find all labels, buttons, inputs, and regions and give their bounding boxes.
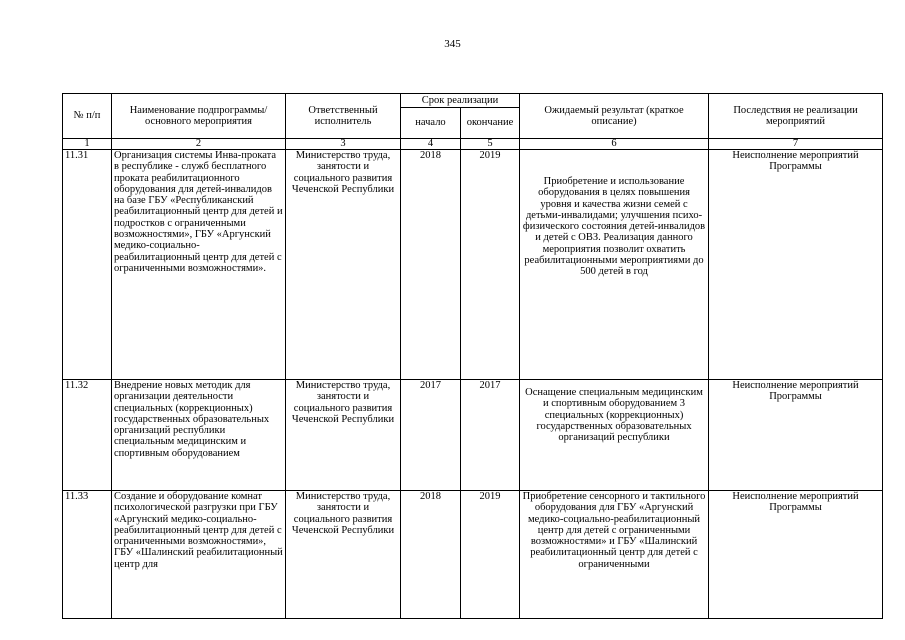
end-year: 2019 (461, 491, 520, 619)
column-number-row (63, 139, 883, 150)
expected-result: Приобретение сенсорного и тактильного оборудования для ГБУ «Аргунский медико-социально-реабилитационный центр для детей с ограниченными возможностями» и ГБУ «Шалинский реабилитационный центр для детей с ограниченными (520, 491, 709, 619)
header-row (63, 94, 883, 108)
column-number: 7 (709, 139, 883, 150)
consequence: Неисполнение мероприятий Программы (709, 150, 883, 380)
executor: Министерство труда, занятости и социального развития Чеченской Республики (286, 380, 401, 491)
header-name: Наименование подпрограммы/ основного мероприятия (112, 94, 286, 139)
column-number: 1 (63, 139, 112, 150)
consequence: Неисполнение мероприятий Программы (709, 491, 883, 619)
header-executor: Ответственный исполнитель (286, 94, 401, 139)
end-year: 2019 (461, 150, 520, 380)
program-activities-table (62, 93, 883, 619)
expected-result: Приобретение и использование оборудования в целях повышения уровня и качества жизни семей с детьми-инвалидами; улучшения психо-физического состояния детей-инвалидов и детей с ОВЗ. Реализация данного мероприятия позволит охватить реабилитационными мероприятиями до 500 детей в год (520, 150, 709, 380)
start-year: 2018 (401, 491, 461, 619)
activity-name: Внедрение новых методик для организации деятельности специальных (коррекционных) государственных образовательных организаций республики специальным медицинским и спортивным оборудованием (112, 380, 286, 491)
consequence: Неисполнение мероприятий Программы (709, 380, 883, 491)
header-consequence: Последствия не реализации мероприятий (709, 94, 883, 139)
header-result: Ожидаемый результат (краткое описание) (520, 94, 709, 139)
column-number: 4 (401, 139, 461, 150)
activity-name: Организация системы Инва-проката в республике - служб бесплатного проката реабилитационного оборудования для детей-инвалидов на базе ГБУ «Республиканский реабилитационный центр для детей и подростков с ограниченными возможностями», ГБУ «Аргунский медико-социально-реабилитационный центр для детей с ограниченными возможностями». (112, 150, 286, 380)
column-number: 3 (286, 139, 401, 150)
executor: Министерство труда, занятости и социального развития Чеченской Республики (286, 491, 401, 619)
executor: Министерство труда, занятости и социального развития Чеченской Республики (286, 150, 401, 380)
table-row (63, 491, 883, 619)
row-number: 11.31 (63, 150, 112, 380)
header-start: начало (401, 108, 461, 139)
column-number: 5 (461, 139, 520, 150)
row-number: 11.32 (63, 380, 112, 491)
end-year: 2017 (461, 380, 520, 491)
header-end: окончание (461, 108, 520, 139)
start-year: 2017 (401, 380, 461, 491)
table-row (63, 380, 883, 491)
start-year: 2018 (401, 150, 461, 380)
table-row (63, 150, 883, 380)
expected-result: Оснащение специальным медицинским и спортивным оборудованием 3 специальных (коррекционных) государственных образовательных организаций республики (520, 380, 709, 491)
header-num: № п/п (63, 94, 112, 139)
column-number: 2 (112, 139, 286, 150)
column-number: 6 (520, 139, 709, 150)
header-term: Срок реализации (401, 94, 520, 108)
row-number: 11.33 (63, 491, 112, 619)
page-number: 345 (444, 38, 461, 50)
activity-name: Создание и оборудование комнат психологической разгрузки при ГБУ «Аргунский медико-социально-реабилитационный центр для детей с ограниченными возможностями», ГБУ «Шалинский реабилитационный центр для (112, 491, 286, 619)
